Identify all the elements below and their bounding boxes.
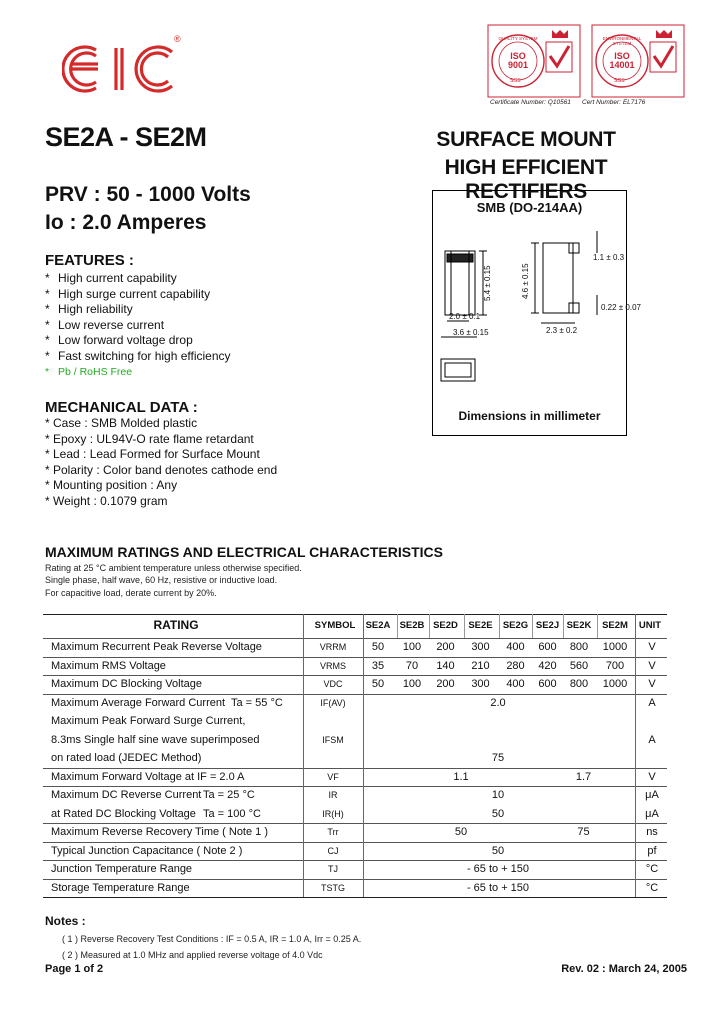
row-unit: A	[648, 696, 656, 709]
prv-spec: PRV : 50 - 1000 Volts	[45, 183, 251, 206]
list-item: * High surge current capability	[45, 286, 211, 301]
row-value: 560	[569, 659, 589, 672]
column-rule-inner	[397, 614, 398, 638]
certification-badges	[486, 22, 686, 102]
list-item: * High reliability	[45, 302, 133, 317]
row-value: 50	[371, 641, 385, 653]
table-bottom-rule	[43, 897, 667, 898]
row-value: 400	[506, 641, 525, 653]
row-unit: V	[648, 641, 656, 653]
row-rule	[43, 768, 667, 769]
row-label: Maximum Peak Forward Surge Current,	[51, 715, 246, 727]
product-title-line1: SURFACE MOUNT	[436, 128, 616, 151]
column-rule-inner	[563, 614, 564, 638]
header-se2e: SE2E	[468, 620, 493, 631]
features-heading: FEATURES :	[45, 252, 134, 269]
header-se2k: SE2K	[566, 620, 592, 631]
row-value: 420	[538, 659, 557, 672]
iso14001-ring-text: ENVIRONMENTAL SYSTEM	[602, 36, 642, 46]
mechanical-heading: MECHANICAL DATA :	[45, 399, 198, 416]
header-se2j: SE2J	[535, 620, 560, 631]
ratings-title: MAXIMUM RATINGS AND ELECTRICAL CHARACTERISTICS	[45, 544, 443, 560]
list-item: * Epoxy : UL94V-O rate flame retardant	[45, 431, 254, 446]
row-value-right: 75	[577, 826, 590, 838]
row-label: on rated load (JEDEC Method)	[51, 752, 202, 764]
table-top-rule	[43, 614, 667, 615]
header-se2g: SE2G	[502, 620, 529, 631]
list-item: * Lead : Lead Formed for Surface Mount	[45, 447, 260, 462]
row-rule	[43, 842, 667, 843]
row-label: Maximum Forward Voltage at IF = 2.0 A	[51, 770, 245, 783]
iso14001-seal: ISO 14001	[609, 51, 635, 70]
list-item: * Mounting position : Any	[45, 478, 178, 493]
row-symbol: IR	[328, 790, 338, 800]
row-unit: pf	[647, 844, 657, 857]
row-symbol: VDC	[323, 679, 343, 689]
row-value-span: 50	[491, 844, 505, 857]
row-unit: °C	[645, 881, 659, 894]
row-value-span: - 65 to + 150	[466, 863, 530, 875]
row-symbol: TJ	[328, 864, 338, 874]
row-value-span: - 65 to + 150	[466, 881, 530, 894]
column-rule-inner	[429, 614, 430, 638]
list-item: * Polarity : Color band denotes cathode end	[45, 462, 278, 477]
row-rule	[43, 694, 667, 695]
row-value: 600	[538, 678, 557, 690]
row-unit: V	[648, 770, 656, 783]
row-value: 100	[402, 641, 422, 653]
row-unit: °C	[645, 863, 659, 875]
iso14001-body: SGS	[614, 78, 625, 84]
row-label: Maximum Average Forward Current	[51, 696, 226, 709]
row-rule	[43, 879, 667, 880]
row-condition: Ta = 55 °C	[231, 696, 283, 709]
notes-heading: Notes :	[45, 914, 86, 928]
row-label: Maximum Recurrent Peak Reverse Voltage	[51, 641, 262, 653]
note-1: ( 1 ) Reverse Recovery Test Conditions : IF = 0.5 A, IR = 1.0 A, Irr = 0.25 A.	[62, 934, 362, 944]
column-rule	[363, 614, 364, 897]
row-label: Typical Junction Capacitance ( Note 2 )	[51, 844, 243, 857]
row-label: Maximum DC Reverse Current	[51, 789, 202, 801]
row-condition: Ta = 25 °C	[203, 789, 255, 801]
row-value: 800	[569, 641, 589, 653]
column-rule-inner	[499, 614, 500, 638]
row-label: Junction Temperature Range	[51, 863, 193, 875]
row-label: Storage Temperature Range	[51, 881, 190, 894]
mechanical-list	[45, 416, 277, 510]
row-value-left: 50	[454, 826, 468, 838]
row-value: 1000	[602, 641, 628, 653]
table-header-rule	[43, 638, 667, 639]
row-unit: ns	[646, 826, 658, 838]
cert-number-14001: Cert Number: EL7176	[582, 99, 646, 106]
row-value: 800	[569, 678, 589, 690]
row-value: 300	[471, 641, 490, 653]
row-symbol: VRRM	[319, 642, 347, 652]
row-symbol: VRMS	[319, 660, 346, 671]
row-label: at Rated DC Blocking Voltage	[51, 807, 196, 820]
header-se2m: SE2M	[602, 620, 628, 631]
dim-height-side: 4.6 ± 0.15	[521, 263, 530, 299]
column-rule-inner	[597, 614, 598, 638]
row-value: 70	[405, 659, 419, 672]
ratings-conditions: Rating at 25 °C ambient temperature unless otherwise specified. Single phase, half wave, 60 Hz, resistive or inductive load. For capacitive load, derate current by 20%.	[45, 563, 302, 598]
list-item: * Case : SMB Molded plastic	[45, 416, 198, 430]
list-item: * Fast switching for high efficiency	[45, 348, 231, 363]
package-outline-box	[432, 190, 641, 436]
row-value-right: 1.7	[575, 770, 592, 783]
row-value: 600	[538, 641, 557, 653]
row-unit: μA	[645, 789, 659, 801]
header-se2b: SE2B	[399, 620, 425, 631]
column-rule-inner	[464, 614, 465, 638]
row-symbol: Trr	[327, 827, 339, 837]
row-unit: A	[648, 733, 656, 746]
package-title: SMB (DO-214AA)	[476, 200, 583, 215]
header-se2a: SE2A	[365, 620, 391, 631]
row-value: 100	[402, 678, 422, 690]
eic-logo	[62, 34, 186, 100]
io-spec: Io : 2.0 Amperes	[45, 211, 207, 234]
row-unit: μA	[645, 807, 659, 820]
revision-date: Rev. 02 : March 24, 2005	[561, 963, 687, 975]
list-item-rohs: * Pb / RoHS Free	[45, 365, 133, 378]
part-number-title: SE2A - SE2M	[45, 122, 207, 152]
iso9001-body: SGS	[510, 78, 521, 84]
row-symbol: IF(AV)	[320, 697, 346, 708]
row-value-span: 10	[491, 789, 505, 801]
iso9001-seal: ISO 9001	[507, 51, 529, 70]
row-label: Maximum DC Blocking Voltage	[51, 678, 203, 690]
features-list	[45, 271, 231, 380]
row-label: Maximum RMS Voltage	[51, 659, 166, 672]
row-value-span: 50	[491, 807, 505, 820]
row-unit: V	[648, 678, 656, 690]
row-value-span: 75	[491, 752, 505, 764]
dim-side-width: 2.3 ± 0.2	[546, 326, 578, 335]
list-item: * Weight : 0.1079 gram	[45, 493, 168, 508]
row-value-left: 1.1	[453, 770, 469, 783]
iso9001-ring-text: QUALITY SYSTEM	[498, 36, 538, 41]
row-rule	[43, 675, 667, 676]
column-rule-inner	[532, 614, 533, 638]
page-number: Page 1 of 2	[45, 963, 104, 975]
package-footer: Dimensions in millimeter	[458, 409, 601, 423]
row-value: 140	[436, 659, 455, 672]
list-item: * Low reverse current	[45, 317, 165, 332]
row-unit: V	[648, 659, 656, 672]
registered-mark: ®	[174, 34, 181, 44]
dim-lead-thickness: 1.1 ± 0.3	[593, 253, 625, 262]
row-value: 400	[506, 678, 525, 690]
row-symbol: IFSM	[322, 734, 344, 745]
column-rule	[635, 614, 636, 897]
row-value: 1000	[602, 678, 628, 690]
row-rule	[43, 823, 667, 824]
row-label: Maximum Reverse Recovery Time ( Note 1 )	[51, 826, 268, 838]
row-symbol: TSTG	[321, 882, 345, 893]
product-title-line2: HIGH EFFICIENT RECTIFIERS	[444, 156, 608, 203]
cert-number-9001: Certificate Number: Q10561	[490, 99, 571, 106]
header-rating: RATING	[153, 618, 199, 632]
row-value-span: 2.0	[490, 696, 506, 709]
note-2: ( 2 ) Measured at 1.0 MHz and applied reverse voltage of 4.0 Vdc	[62, 950, 323, 960]
row-value: 35	[371, 659, 385, 672]
dim-width: 3.6 ± 0.15	[453, 328, 489, 337]
header-se2d: SE2D	[433, 620, 458, 631]
header-unit: UNIT	[638, 620, 662, 631]
row-symbol: VF	[327, 771, 339, 782]
row-rule	[43, 657, 667, 658]
row-value: 200	[436, 678, 455, 690]
list-item: * Low forward voltage drop	[45, 333, 193, 348]
row-rule	[43, 786, 667, 787]
row-value: 700	[605, 659, 625, 672]
row-value: 280	[506, 659, 525, 672]
row-condition: Ta = 100 °C	[203, 807, 261, 820]
dim-pad: 2.0 ± 0.1	[449, 312, 481, 321]
row-symbol: IR(H)	[322, 808, 344, 819]
row-value: 200	[436, 641, 455, 653]
row-symbol: CJ	[327, 845, 339, 856]
row-value: 210	[471, 659, 490, 672]
header-symbol: SYMBOL	[314, 620, 356, 631]
column-rule	[303, 614, 304, 897]
row-rule	[43, 860, 667, 861]
row-value: 300	[471, 678, 490, 690]
dim-height-body: 5.4 ± 0.15	[483, 265, 492, 301]
list-item: * High current capability	[45, 271, 177, 285]
dim-lead-thickness-2: 0.22 ± 0.07	[601, 303, 641, 312]
row-value: 50	[371, 678, 385, 690]
row-label: 8.3ms Single half sine wave superimposed	[51, 733, 260, 746]
